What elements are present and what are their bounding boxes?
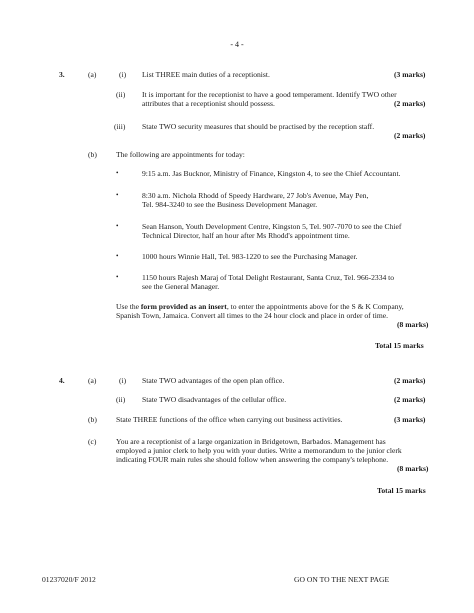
q4-total-marks: Total 15 marks — [377, 486, 426, 495]
q3-a-iii-label: (iii) — [114, 122, 126, 131]
form-instruction-post: , to enter the appointments above for the S & K Company, — [226, 302, 404, 311]
q4-a-ii-text: State TWO disadvantages of the cellular office. — [142, 395, 287, 404]
bullet-icon: • — [116, 191, 119, 199]
q4-b-text: State THREE functions of the office when carrying out business activities. — [116, 415, 343, 424]
appointment-4-line1: 1000 hours Winnie Hall, Tel. 983-1220 to see the Purchasing Manager. — [142, 252, 358, 261]
next-page-note: GO ON TO THE NEXT PAGE — [294, 575, 390, 584]
q3-b-instruction-line2: Spanish Town, Jamaica. Convert all times to the 24 hour clock and place in order of time. — [116, 311, 389, 320]
q3-b-intro: The following are appointments for today: — [116, 150, 245, 159]
q3-a-ii-label: (ii) — [116, 90, 126, 99]
bullet-icon: • — [116, 222, 119, 230]
question-3-number: 3. — [59, 70, 65, 79]
q3-a-ii-line2: attributes that a receptionist should possess. — [142, 99, 275, 108]
question-4-number: 4. — [59, 376, 65, 385]
appointment-5-line2: see the General Manager. — [142, 282, 220, 291]
q3-a-iii-marks: (2 marks) — [394, 131, 426, 140]
appointment-3-line2: Technical Director, half an hour after Ms Rhodd's appointment time. — [142, 231, 350, 240]
q3-part-b-label: (b) — [88, 150, 97, 159]
q3-a-ii-line1: It is important for the receptionist to have a good temperament. Identify TWO other — [142, 90, 397, 99]
appointment-2-line1: 8:30 a.m. Nichola Rhodd of Speedy Hardware, 27 Job's Avenue, May Pen, — [142, 191, 369, 200]
q4-c-line2: employed a junior clerk to help you with your duties. Write a memorandum to the junior clerk — [116, 446, 402, 455]
q4-a-ii-label: (ii) — [116, 395, 126, 404]
q4-a-i-text: State TWO advantages of the open plan office. — [142, 376, 285, 385]
q4-c-line1: You are a receptionist of a large organization in Bridgetown, Barbados. Management has — [116, 437, 386, 446]
q4-part-c-label: (c) — [88, 437, 97, 446]
form-instruction-bold: form provided as an insert — [140, 302, 227, 311]
paper-code: 01237020/F 2012 — [42, 575, 96, 584]
bullet-icon: • — [116, 273, 119, 281]
appointment-5-line1: 1150 hours Rajesh Maraj of Total Delight Restaurant, Santa Cruz, Tel. 966-2334 to — [142, 273, 395, 282]
q3-a-ii-marks: (2 marks) — [394, 99, 426, 108]
q3-total-marks: Total 15 marks — [375, 341, 424, 350]
q4-part-b-label: (b) — [88, 415, 97, 424]
q4-c-line3: indicating FOUR main rules she should follow when answering the company's telephone. — [116, 455, 389, 464]
q3-a-i-text: List THREE main duties of a receptionist. — [142, 70, 270, 79]
form-instruction-pre: Use the — [116, 302, 141, 311]
q3-part-a-label: (a) — [88, 70, 97, 79]
appointment-1-line1: 9:15 a.m. Jas Bucknor, Ministry of Finance, Kingston 4, to see the Chief Accountant. — [142, 169, 401, 178]
q4-c-marks: (8 marks) — [397, 464, 429, 473]
bullet-icon: • — [116, 169, 119, 177]
q4-a-i-label: (i) — [119, 376, 127, 385]
q4-a-ii-marks: (2 marks) — [394, 395, 426, 404]
page-number: - 4 - — [230, 40, 244, 49]
q4-part-a-label: (a) — [88, 376, 97, 385]
bullet-icon: • — [116, 252, 119, 260]
q3-a-i-marks: (3 marks) — [394, 70, 426, 79]
q3-b-marks: (8 marks) — [397, 320, 429, 329]
q3-a-i-label: (i) — [119, 70, 127, 79]
appointment-3-line1: Sean Hanson, Youth Development Centre, Kingston 5, Tel. 907-7070 to see the Chief — [142, 222, 402, 231]
q3-a-iii-text: State TWO security measures that should be practised by the reception staff. — [142, 122, 375, 131]
q4-b-marks: (3 marks) — [394, 415, 426, 424]
q4-a-i-marks: (2 marks) — [394, 376, 426, 385]
appointment-2-line2: Tel. 984-3240 to see the Business Development Manager. — [142, 200, 318, 209]
